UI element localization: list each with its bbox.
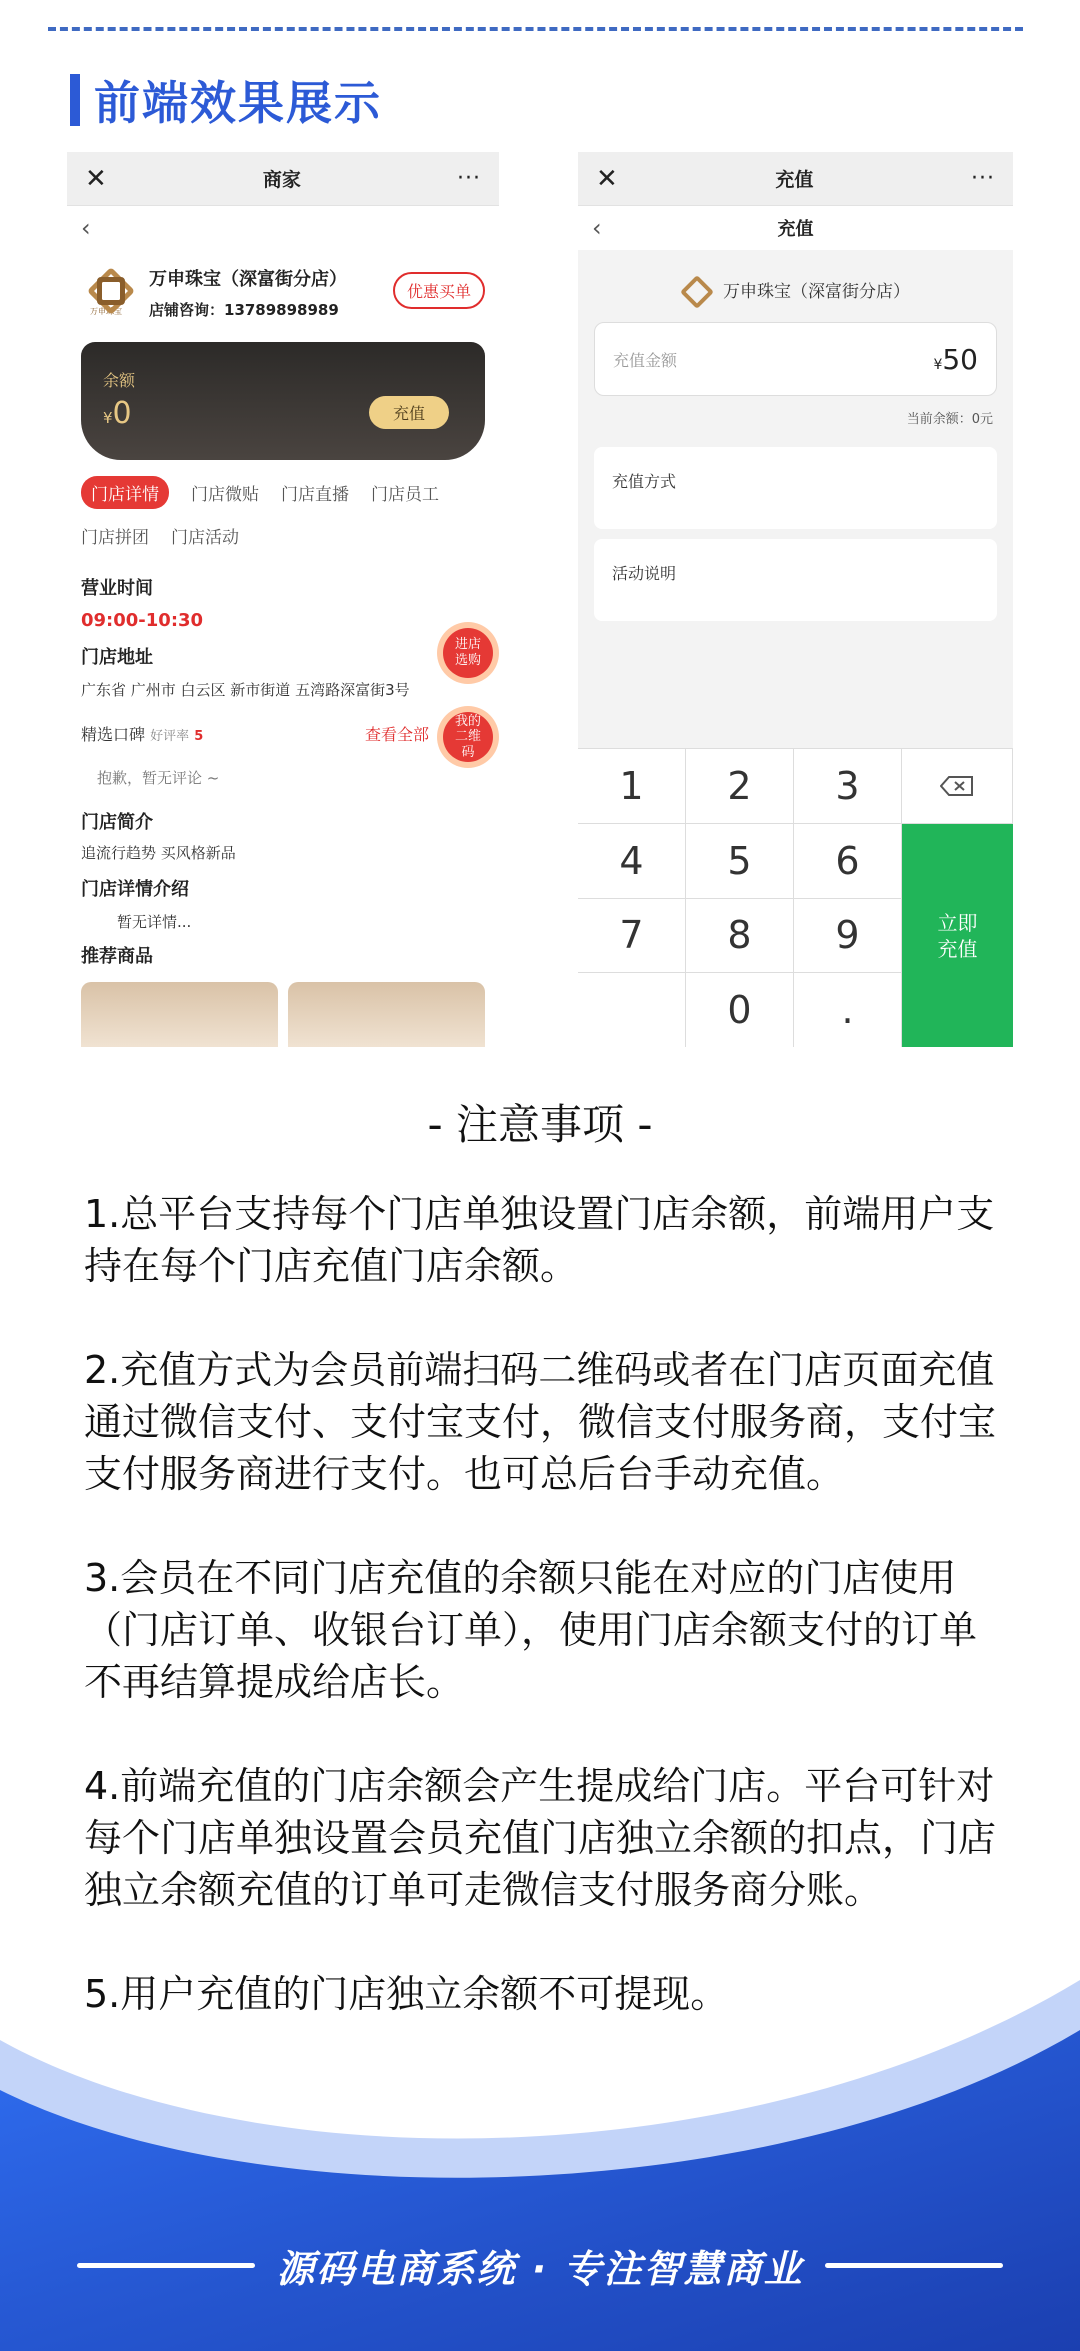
recharge-title: 充值 bbox=[775, 169, 814, 191]
notice-item: 1.总平台支持每个门店单独设置门店余额，前端用户支持在每个门店充值门店余额。 bbox=[84, 1192, 995, 1288]
product-thumbnail[interactable] bbox=[288, 982, 485, 1047]
amount-value bbox=[933, 343, 978, 376]
recharge-method-label: 充值方式 bbox=[612, 472, 677, 491]
key-dot[interactable]: . bbox=[794, 973, 902, 1047]
merchant-topbar bbox=[67, 152, 499, 206]
store-logo bbox=[81, 262, 131, 322]
intro-text: 追流行趋势 买风格新品 bbox=[81, 844, 236, 862]
intro-title: 门店简介 bbox=[81, 812, 153, 833]
recharge-store-name: 万申珠宝（深富街分店） bbox=[723, 281, 910, 302]
key-7[interactable]: 7 bbox=[578, 899, 686, 974]
recharge-now-line1: 立即 bbox=[937, 910, 978, 935]
tab-store-activity[interactable]: 门店活动 bbox=[171, 528, 239, 548]
tab-store-staff[interactable]: 门店员工 bbox=[371, 485, 439, 505]
recharge-button[interactable]: 充值 bbox=[369, 396, 449, 429]
close-icon[interactable]: ✕ bbox=[596, 163, 618, 194]
key-8[interactable]: 8 bbox=[686, 899, 794, 974]
balance-currency: ¥ bbox=[103, 409, 113, 427]
notice-item: 4.前端充值的门店余额会产生提成给门店。平台可针对每个门店单独设置会员充值门店独立余额的扣点，门店独立余额充值的订单可走微信支付服务商分账。 bbox=[84, 1764, 997, 1912]
notice-item: 5.用户充值的门店独立余额不可提现。 bbox=[84, 1972, 729, 2016]
amount-number: 50 bbox=[942, 342, 978, 376]
store-tabs bbox=[67, 460, 499, 548]
back-icon[interactable]: ‹ bbox=[81, 214, 91, 242]
tab-store-group[interactable]: 门店拼团 bbox=[81, 528, 149, 548]
recharge-amount-input[interactable] bbox=[594, 322, 997, 396]
more-icon[interactable]: ··· bbox=[971, 166, 995, 191]
balance-card bbox=[81, 342, 485, 460]
notice-item: 2.充值方式为会员前端扫码二维码或者在门店页面充值通过微信支付、支付宝支付，微信支付服务商，支付宝支付服务商进行支付。也可总后台手动充值。 bbox=[84, 1348, 997, 1496]
reviews-rate-label: 好评率 bbox=[150, 729, 190, 744]
recharge-subbar bbox=[578, 206, 1013, 250]
current-balance: 当前余额：0元 bbox=[906, 412, 993, 427]
recharge-store bbox=[578, 250, 1013, 322]
recharge-now-line2: 充值 bbox=[937, 936, 978, 961]
footer-slogan bbox=[0, 2238, 1080, 2293]
key-2[interactable]: 2 bbox=[686, 749, 794, 824]
balance-value: 0 bbox=[112, 396, 132, 431]
reviews-bar bbox=[67, 722, 499, 745]
key-empty bbox=[578, 973, 686, 1047]
tab-store-posts[interactable]: 门店微贴 bbox=[191, 485, 259, 505]
hours-title: 营业时间 bbox=[81, 578, 153, 599]
promo-pay-button[interactable]: 优惠买单 bbox=[393, 272, 485, 309]
recharge-method-card[interactable] bbox=[594, 447, 997, 529]
title-accent-bar bbox=[70, 74, 80, 126]
numeric-keypad bbox=[578, 748, 1013, 1047]
section-title-text: 前端效果展示 bbox=[94, 76, 382, 130]
store-logo-mark bbox=[88, 268, 124, 304]
notice-title: - 注意事项 - bbox=[427, 1100, 653, 1149]
key-1[interactable]: 1 bbox=[578, 749, 686, 824]
footer-line-left bbox=[77, 2263, 255, 2268]
key-4[interactable]: 4 bbox=[578, 824, 686, 899]
key-9[interactable]: 9 bbox=[794, 899, 902, 974]
reviews-rate: 5 bbox=[194, 729, 204, 744]
my-qrcode-float-button[interactable] bbox=[443, 712, 493, 762]
amount-placeholder: 充值金额 bbox=[613, 350, 678, 370]
backspace-icon[interactable] bbox=[902, 749, 1013, 824]
product-thumbnail[interactable] bbox=[81, 982, 278, 1047]
my-qrcode-label: 我的二维码 bbox=[454, 713, 481, 760]
recommend-title: 推荐商品 bbox=[81, 946, 153, 967]
footer-slogan-text: 源码电商系统 · 专注智慧商业 bbox=[276, 2247, 804, 2291]
store-name: 万申珠宝（深富街分店） bbox=[149, 268, 347, 290]
intro-block bbox=[67, 808, 499, 968]
detail-title: 门店详情介绍 bbox=[81, 879, 189, 900]
detail-text: 暂无详情... bbox=[117, 913, 192, 931]
section-title bbox=[70, 70, 382, 130]
address-value: 广东省 广州市 白云区 新市街道 五湾路深富街3号 bbox=[81, 681, 410, 699]
back-icon[interactable]: ‹ bbox=[592, 214, 602, 242]
store-logo-caption: 万申珠宝 bbox=[90, 306, 122, 316]
close-icon[interactable]: ✕ bbox=[85, 163, 107, 194]
no-comment-text: 抱歉，暂无评论 ~ bbox=[97, 769, 220, 787]
view-all-reviews-link[interactable]: 查看全部 bbox=[364, 725, 429, 744]
shop-now-float-button[interactable] bbox=[443, 628, 493, 678]
merchant-page-screenshot bbox=[67, 152, 499, 1047]
tab-store-detail[interactable]: 门店详情 bbox=[81, 476, 169, 509]
merchant-subbar bbox=[67, 206, 499, 250]
recharge-now-button[interactable] bbox=[902, 824, 1013, 1047]
recharge-page-screenshot bbox=[578, 152, 1013, 1047]
store-info bbox=[149, 265, 347, 320]
notice-list bbox=[84, 1188, 1014, 2072]
notice-item: 3.会员在不同门店充值的余额只能在对应的门店使用（门店订单、收银台订单），使用门店余额支付的订单不再结算提成给店长。 bbox=[84, 1556, 978, 1704]
reviews-title: 精选口碑 bbox=[81, 725, 146, 744]
tab-store-live[interactable]: 门店直播 bbox=[281, 485, 349, 505]
hours-block bbox=[67, 574, 499, 700]
recharge-topbar bbox=[578, 152, 1013, 206]
address-title: 门店地址 bbox=[81, 647, 153, 668]
balance-label: 余额 bbox=[103, 371, 136, 390]
more-icon[interactable]: ··· bbox=[457, 166, 481, 191]
store-logo bbox=[681, 276, 707, 302]
balance-amount bbox=[103, 396, 132, 431]
amount-currency: ¥ bbox=[933, 356, 943, 373]
activity-description-card[interactable] bbox=[594, 539, 997, 621]
key-5[interactable]: 5 bbox=[686, 824, 794, 899]
top-dashed-divider bbox=[48, 27, 1023, 31]
reviews-label bbox=[81, 722, 203, 745]
store-header bbox=[67, 250, 499, 334]
merchant-title: 商家 bbox=[262, 169, 301, 191]
store-phone: 店铺咨询：13789898989 bbox=[149, 300, 339, 319]
hours-value: 09:00-10:30 bbox=[81, 610, 204, 631]
recharge-subtitle: 充值 bbox=[777, 219, 814, 240]
shop-now-label: 进店选购 bbox=[454, 637, 481, 668]
recommend-products bbox=[67, 982, 499, 1047]
key-6[interactable]: 6 bbox=[794, 824, 902, 899]
footer-line-right bbox=[825, 2263, 1003, 2268]
key-3[interactable]: 3 bbox=[794, 749, 902, 824]
no-comment-block bbox=[67, 767, 499, 788]
activity-description-label: 活动说明 bbox=[612, 564, 677, 583]
key-0[interactable]: 0 bbox=[686, 973, 794, 1047]
